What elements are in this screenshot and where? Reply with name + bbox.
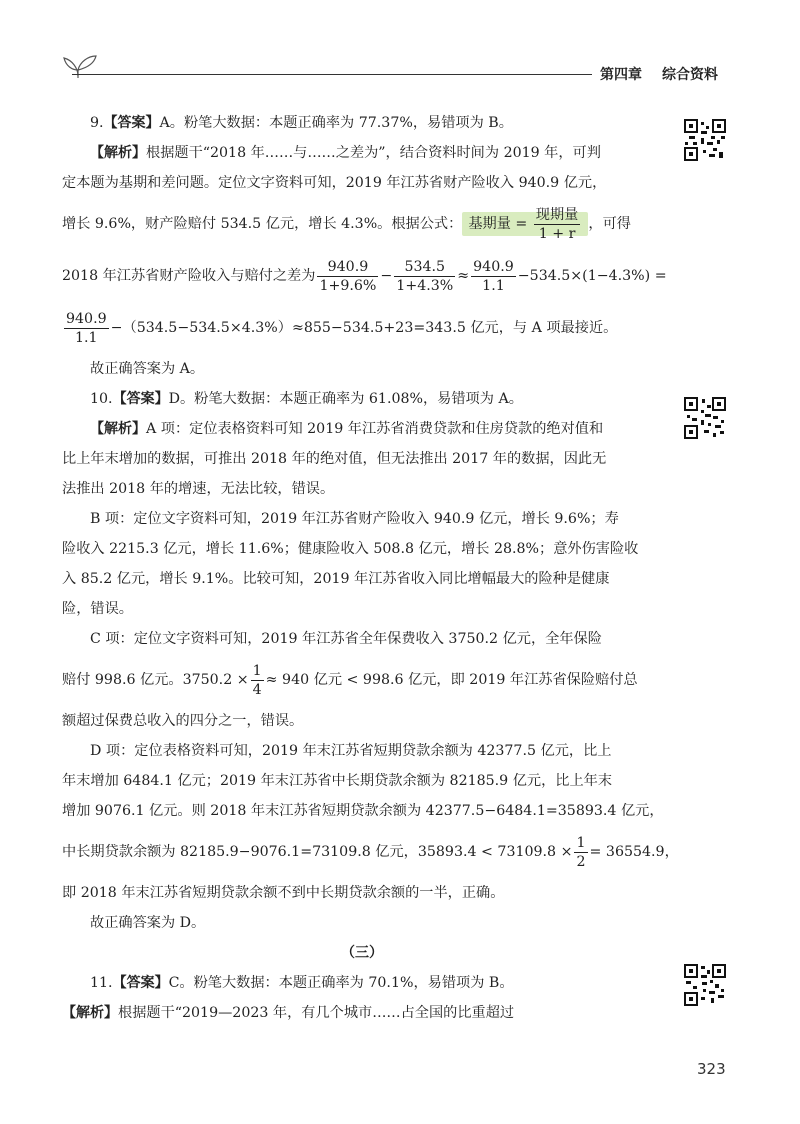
q10-analysis-line: 比上年末增加的数据，可推出 2018 年的绝对值，但无法推出 2017 年的数据，因此无 (62, 451, 607, 467)
q10-option-b: 险，错误。 (62, 601, 133, 617)
q10-option-b: 险收入 2215.3 亿元，增长 11.6%；健康险收入 508.8 亿元，增长 28.8%；意外伤害险收 (62, 541, 639, 557)
q10-option-b: 入 85.2 亿元，增长 9.1%。比较可知，2019 年江苏省收入同比增幅最大的险种是健康 (62, 571, 610, 587)
q9-analysis-line: 【解析】根据题干“2018 年……与……之差为”，结合资料时间为 2019 年，可判 (90, 145, 601, 161)
formula-highlight: 基期量 = $\frac{\text{现期量}}{1 + r}$ (462, 212, 588, 236)
qr-code-icon[interactable] (683, 396, 727, 440)
qr-code-icon[interactable] (683, 963, 727, 1007)
header-rule (72, 74, 592, 75)
q10-option-d: 增加 9076.1 亿元。则 2018 年末江苏省短期贷款余额为 42377.5−6484.1=35893.4 亿元， (62, 803, 664, 819)
q10-answer: 10.【答案】D。粉笔大数据：本题正确率为 61.08%，易错项为 A。 (90, 391, 523, 407)
q10-option-d: 年末增加 6484.1 亿元；2019 年末江苏省中长期贷款余额为 82185.9 亿元，比上年末 (62, 773, 613, 789)
chapter-title: 综合资料 (662, 67, 718, 83)
q10-analysis-line: 【解析】A 项：定位表格资料可知 2019 年江苏省消费贷款和住房贷款的绝对值和 (90, 421, 604, 437)
q9-answer: 9.【答案】A。粉笔大数据：本题正确率为 77.37%，易错项为 B。 (90, 115, 513, 131)
q9-analysis-line: 定本题为基期和差问题。定位文字资料可知，2019 年江苏省财产险收入 940.9 亿元， (62, 175, 607, 191)
q10-option-b: B 项：定位文字资料可知，2019 年江苏省财产险收入 940.9 亿元，增长 9.6%；寿 (90, 511, 619, 527)
running-header (600, 64, 718, 84)
q10-option-c: 额超过保费总收入的四分之一，错误。 (62, 713, 304, 729)
q11-answer: 11.【答案】C。粉笔大数据：本题正确率为 70.1%，易错项为 B。 (90, 975, 514, 991)
q9-calc-line: $\frac{940.9}{1.1}$ −（534.5−534.5×4.3%）≈855−534.5+23=343.5 亿元，与 A 项最接近。 (66, 310, 618, 346)
q10-conclusion: 故正确答案为 D。 (90, 915, 206, 931)
q9-calc-line: 2018 年江苏省财产险收入与赔付之差为 $\frac{940.9}{1+9.6\%}$ − $\frac{534.5}{1+4.3\%}$ ≈ $\frac{940.9}{1.1}$ −534.5×(1−4.3%) = (62, 258, 667, 294)
q10-option-d: D 项：定位表格资料可知，2019 年末江苏省短期贷款余额为 42377.5 亿元，比上 (90, 743, 612, 759)
q9-formula-line: 增长 9.6%，财产险赔付 534.5 亿元，增长 4.3%。根据公式： 基期量 = $\frac{\text{现期量}}{1 + r}$ ，可得 (62, 206, 631, 242)
q10-option-d: 中长期贷款余额为 82185.9−9076.1=73109.8 亿元，35893.4 < 73109.8 × $\frac{1}{2}$ = 36554.9， (62, 834, 679, 870)
q10-analysis-line: 法推出 2018 年的增速，无法比较，错误。 (62, 481, 335, 497)
q10-option-d: 即 2018 年末江苏省短期贷款余额不到中长期贷款余额的一半，正确。 (62, 885, 505, 901)
answer-explanations (62, 108, 679, 1028)
page-number: 323 (697, 1060, 726, 1078)
q11-analysis-line: 【解析】根据题干“2019—2023 年，有几个城市……占全国的比重超过 (62, 1005, 515, 1021)
chapter-label: 第四章 (600, 67, 642, 83)
q10-option-c: C 项：定位文字资料可知，2019 年江苏省全年保费收入 3750.2 亿元，全年保险 (90, 631, 602, 647)
q10-option-c: 赔付 998.6 亿元。3750.2 × $\frac{1}{4}$ ≈ 940 亿元 < 998.6 亿元，即 2019 年江苏省保险赔付总 (62, 662, 638, 698)
qr-code-icon[interactable] (683, 118, 727, 162)
q9-conclusion: 故正确答案为 A。 (90, 361, 205, 377)
section-heading: （三） (341, 945, 383, 961)
leaf-icon (60, 48, 100, 80)
